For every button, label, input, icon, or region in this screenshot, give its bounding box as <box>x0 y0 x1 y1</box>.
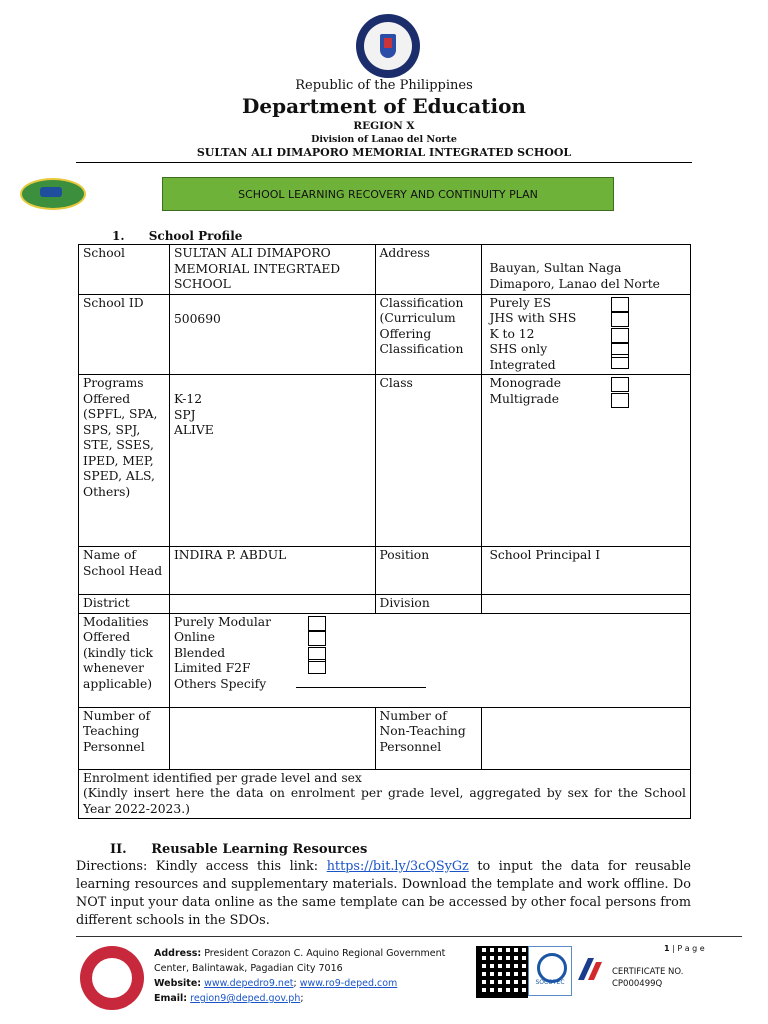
certificate-info <box>612 966 683 990</box>
table-row <box>79 707 691 769</box>
school-label: School <box>79 245 170 295</box>
accreditation-logo <box>574 950 610 990</box>
footer-address: Address: President Corazon C. Aquino Regional Government Center, Balintawak, Pagadian City 7016 <box>154 948 446 974</box>
division-label: Division <box>375 595 482 614</box>
table-row <box>79 547 691 595</box>
modalities-label: Modalities Offered (kindly tick whenever applicable) <box>79 613 170 707</box>
section1-title: School Profile <box>148 229 243 243</box>
department-title: Department of Education <box>242 94 526 118</box>
qr-code <box>476 946 528 998</box>
position-label: Position <box>375 547 482 595</box>
footer-contact <box>154 946 474 1006</box>
program-item: ALIVE <box>173 423 214 437</box>
position-value: School Principal I <box>482 547 691 595</box>
section2-directions <box>76 858 691 930</box>
plan-title: SCHOOL LEARNING RECOVERY AND CONTINUITY PLAN <box>238 187 538 201</box>
table-row <box>79 375 691 547</box>
modality-option: Online <box>174 630 686 646</box>
others-specify-field[interactable] <box>296 677 426 688</box>
monograde-checkbox[interactable] <box>611 377 629 392</box>
table-row <box>79 595 691 614</box>
head-value: INDIRA P. ABDUL <box>169 547 375 595</box>
table-row <box>79 294 691 375</box>
division-value <box>482 595 691 614</box>
classification-option: SHS only <box>489 342 686 358</box>
data-entry-link[interactable]: https://bit.ly/3cQSyGz <box>326 859 469 874</box>
enrolment-note: (Kindly insert here the data on enrolment per grade level, aggregated by sex for the School Year 2022-2023.) <box>83 786 686 816</box>
region-line: REGION X <box>353 120 415 132</box>
class-option: Monograde <box>489 376 686 392</box>
footer-website: Website: www.depedro9.net; www.ro9-deped.com <box>154 978 398 989</box>
class-option: Multigrade <box>489 392 686 408</box>
table-row <box>79 613 691 707</box>
multigrade-checkbox[interactable] <box>611 393 629 408</box>
jhs-shs-checkbox[interactable] <box>611 312 629 327</box>
classification-option: Purely ES <box>489 296 686 312</box>
school-value: SULTAN ALI DIMAPORO MEMORIAL INTEGRTAED SCHOOL <box>169 245 375 295</box>
socotec-badge: SOCOTEC <box>528 946 572 996</box>
school-logo <box>20 178 86 210</box>
directions-text-continued: to input the data for reusable learning resources and supplementary materials. Download the template and work offline. Do NOT input your data online as the same template can be accessed by other focal persons from different schools in the SDOs. <box>76 859 691 928</box>
modality-option: Purely Modular <box>174 615 686 631</box>
modality-option: Others Specify <box>174 677 686 693</box>
footer-email: Email: region9@deped.gov.ph; <box>154 993 304 1004</box>
email-link[interactable]: region9@deped.gov.ph <box>190 993 301 1004</box>
modality-option: Blended <box>174 646 686 662</box>
certificate-number: CP000499Q <box>612 979 663 989</box>
enrolment-title: Enrolment identified per grade level and sex <box>83 770 362 785</box>
programs-label: Programs Offered (SPFL, SPA, SPS, SPJ, STE, SSES, IPED, MEP, SPED, ALS, Others) <box>79 375 170 547</box>
district-value <box>169 595 375 614</box>
website-link-2[interactable]: www.ro9-deped.com <box>299 978 398 989</box>
section2-number: II. <box>110 842 127 857</box>
limited-f2f-checkbox[interactable] <box>308 659 326 674</box>
address-value: Bauyan, Sultan Naga Dimaporo, Lanao del Norte <box>482 245 691 295</box>
class-label: Class <box>375 375 482 547</box>
programs-values <box>169 375 375 547</box>
modality-option: Limited F2F <box>174 661 686 677</box>
deped-seal-logo <box>356 14 420 78</box>
certificate-label: CERTIFICATE NO. <box>612 967 684 977</box>
classification-label: Classification (Curriculum Offering Classification <box>375 294 482 375</box>
classification-option: JHS with SHS <box>489 311 686 327</box>
purely-es-checkbox[interactable] <box>611 297 629 312</box>
enrolment-cell <box>79 769 691 819</box>
district-label: District <box>79 595 170 614</box>
k-to-12-checkbox[interactable] <box>611 328 629 343</box>
purely-modular-checkbox[interactable] <box>308 616 326 631</box>
teaching-label: Number of Teaching Personnel <box>79 707 170 769</box>
program-item: SPJ <box>173 407 196 422</box>
plan-title-box <box>162 177 614 211</box>
republic-line: Republic of the Philippines <box>295 78 473 93</box>
school-profile-table <box>78 244 691 819</box>
address-label: Address <box>375 245 482 295</box>
school-name-line: SULTAN ALI DIMAPORO MEMORIAL INTEGRATED SCHOOL <box>196 146 572 159</box>
footer-divider <box>76 936 742 937</box>
school-id-label: School ID <box>79 294 170 375</box>
division-line: Division of Lanao del Norte <box>311 134 457 145</box>
nonteaching-label: Number of Non-Teaching Personnel <box>375 707 482 769</box>
nonteaching-value <box>482 707 691 769</box>
school-id-value: 500690 <box>169 294 375 375</box>
section1-number: 1. <box>112 229 125 243</box>
integrated-checkbox[interactable] <box>611 354 629 369</box>
table-row <box>79 245 691 295</box>
program-item: K-12 <box>173 392 203 406</box>
website-link-1[interactable]: www.depedro9.net <box>204 978 294 989</box>
deped-region-logo <box>80 946 144 1010</box>
online-checkbox[interactable] <box>308 631 326 646</box>
classification-option: Integrated <box>489 358 686 374</box>
classification-options <box>482 294 691 375</box>
section1-heading <box>112 229 242 243</box>
page-indicator: 1 | P a g e <box>664 944 705 953</box>
section2-title: Reusable Learning Resources <box>151 842 368 857</box>
header-divider <box>76 162 692 163</box>
classification-option: K to 12 <box>489 327 686 343</box>
table-row <box>79 769 691 819</box>
directions-text: Directions: Kindly access this link: <box>76 859 327 874</box>
modalities-options <box>169 613 690 707</box>
class-options <box>482 375 691 547</box>
teaching-value <box>169 707 375 769</box>
section2-heading <box>110 842 367 857</box>
head-label: Name of School Head <box>79 547 170 595</box>
